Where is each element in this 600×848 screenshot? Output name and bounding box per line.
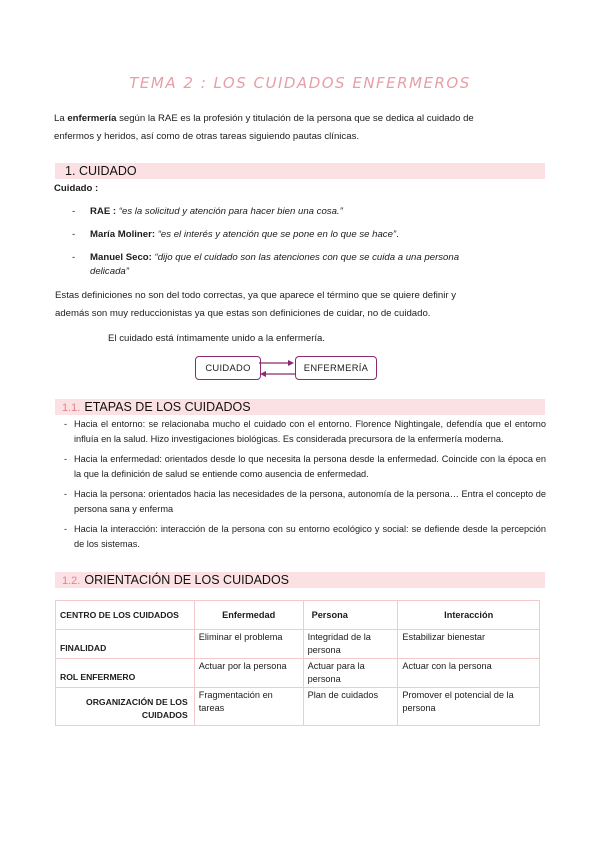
table-header-cell: Interacción bbox=[398, 601, 540, 630]
cuidado-label: Cuidado : bbox=[54, 183, 99, 194]
etapa-item: - Hacia la persona: orientados hacia las necesidades de la persona, autonomía de la persona… Entra el concepto de persona sana y enferma bbox=[62, 487, 546, 516]
etapa-item: - Hacia la interacción: interacción de la persona con su entorno ecológico y social: se defiende desde la percepción de los sistemas. bbox=[62, 522, 546, 551]
section-1-1-heading bbox=[55, 399, 545, 415]
table-row bbox=[56, 630, 540, 659]
cuidado-box: CUIDADO bbox=[195, 356, 261, 380]
table-cell: Plan de cuidados bbox=[303, 688, 398, 726]
table-row-header: FINALIDAD bbox=[56, 630, 195, 659]
table-row-header: ROL ENFERMERO bbox=[56, 659, 195, 688]
table-header-cell: Enfermedad bbox=[194, 601, 303, 630]
etapas-list bbox=[62, 417, 546, 557]
definitions-note: Estas definiciones no son del todo correctas, ya que aparece el término que se quiere definir y además son muy reduccionistas ya que estas son definiciones de cuidar, no de cuidado. bbox=[55, 290, 457, 319]
definition-author: Manuel Seco: bbox=[90, 252, 152, 263]
table-header-cell: Persona bbox=[303, 601, 398, 630]
definition-rae bbox=[72, 205, 492, 219]
definition-text: “es la solicitud y atención para hacer bien una cosa.” bbox=[118, 206, 343, 217]
definition-text: “es el interés y atención que se pone en lo que se hace” bbox=[157, 229, 397, 240]
definition-tail: . bbox=[396, 229, 399, 240]
table-cell: Estabilizar bienestar bbox=[398, 630, 540, 659]
table-cell: Promover el potencial de la persona bbox=[398, 688, 540, 726]
section-1-number: 1. bbox=[65, 164, 76, 178]
section-1-2-number: 1.2. bbox=[62, 575, 81, 587]
definitions-list bbox=[72, 205, 492, 288]
intro-paragraph bbox=[54, 110, 504, 146]
table-cell: Integridad de la persona bbox=[303, 630, 398, 659]
orientation-table bbox=[55, 600, 540, 726]
bidirectional-arrows-icon bbox=[259, 356, 295, 381]
intro-term: enfermería bbox=[67, 113, 117, 124]
table-cell: Eliminar el problema bbox=[194, 630, 303, 659]
link-sentence: El cuidado está íntimamente unido a la enfermería. bbox=[108, 333, 326, 344]
etapa-item: - Hacia el entorno: se relacionaba mucho el cuidado con el entorno. Florence Nightingale, defendía que el entorno influía en la salud. Hizo investigaciones biológicas. Es considerada precursora de la enfermería moderna. bbox=[62, 417, 546, 446]
table-header-row bbox=[56, 601, 540, 630]
definition-author: María Moliner: bbox=[90, 229, 156, 240]
section-1-heading bbox=[55, 163, 545, 179]
table-header-cell: CENTRO DE LOS CUIDADOS bbox=[56, 601, 195, 630]
definition-text: “dijo que el cuidado son las atenciones con que se cuida a una persona delicada” bbox=[90, 252, 460, 277]
section-1-1-title: ETAPAS DE LOS CUIDADOS bbox=[84, 400, 251, 414]
etapa-item: - Hacia la enfermedad: orientados desde lo que necesita la persona desde la enfermedad. Coincide con la época en la que la definición de salud se entiende como ausencia de enfermedad. bbox=[62, 452, 546, 481]
enfermeria-box: ENFERMERÍA bbox=[295, 356, 377, 380]
intro-prefix: La bbox=[54, 113, 68, 124]
section-1-2-heading bbox=[55, 572, 545, 588]
definition-author: RAE : bbox=[90, 206, 117, 217]
intro-rest: según la RAE es la profesión y titulación de la persona que se dedica al cuidado de enfermos y heridos, así como de otras tareas siguiendo pautas clínicas. bbox=[54, 113, 474, 142]
table-cell: Fragmentación en tareas bbox=[194, 688, 303, 726]
table-row bbox=[56, 659, 540, 688]
section-1-title: CUIDADO bbox=[79, 164, 137, 178]
section-1-2-title: ORIENTACIÓN DE LOS CUIDADOS bbox=[84, 573, 290, 587]
table-cell: Actuar con la persona bbox=[398, 659, 540, 688]
table-row-header: ORGANIZACIÓN DE LOS CUIDADOS bbox=[56, 688, 195, 726]
definition-seco bbox=[72, 251, 492, 279]
page-title: TEMA 2 : LOS CUIDADOS ENFERMEROS bbox=[129, 74, 471, 92]
definition-moliner bbox=[72, 228, 492, 242]
table-row bbox=[56, 688, 540, 726]
table-cell: Actuar para la persona bbox=[303, 659, 398, 688]
table-cell: Actuar por la persona bbox=[194, 659, 303, 688]
section-1-1-number: 1.1. bbox=[62, 402, 81, 414]
